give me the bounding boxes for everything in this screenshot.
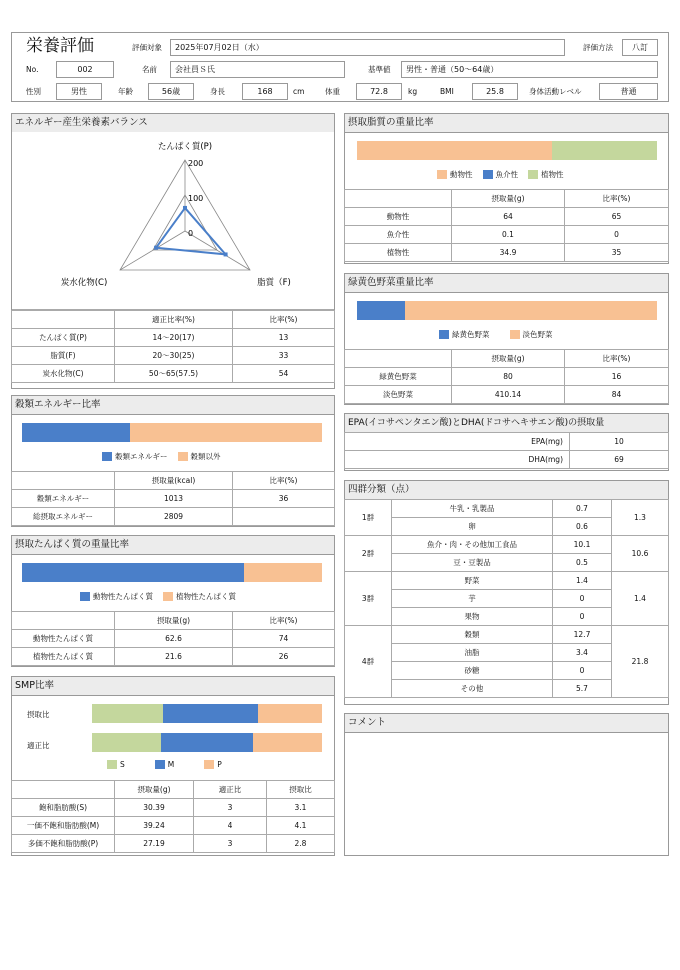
height-unit: cm [293,87,305,96]
protein-h2: 比率(%) [233,612,335,630]
smp-intake-bar [92,704,322,723]
activity-field[interactable]: 普通 [599,83,658,100]
legend-swatch-blue [155,760,165,769]
lipid-legend-2: 植物性 [541,170,564,179]
pfc-h2: 比率(%) [233,311,335,329]
radar-point-p [183,206,187,210]
smp-r0c3: 3.1 [267,799,335,817]
standard-label: 基準値 [368,65,391,74]
height-field[interactable]: 168 [242,83,288,100]
radar-point-f [224,252,228,256]
grain-r0c0: 穀類エネルギー [12,490,115,508]
table-row [12,329,335,347]
smp-r1c1: 39.24 [115,817,194,835]
group4-item2: 砂糖 [392,662,553,680]
protein-r0c1: 62.6 [115,630,233,648]
smp-r0c0: 飽和脂肪酸(S) [12,799,115,817]
group2-val1: 0.5 [553,554,612,572]
groups-table [344,499,669,698]
pfc-r2c0: 炭水化物(C) [12,365,115,383]
table-row [12,347,335,365]
target-label: 評価対象 [132,43,162,52]
table-row [345,451,669,469]
group4-item3: その他 [392,680,553,698]
legend-swatch-orange [437,170,447,179]
smp-panel [11,676,335,856]
veg-table [344,349,669,404]
lipid-panel [344,113,669,264]
smp-r1c0: 一価不飽和脂肪酸(M) [12,817,115,835]
veg-bar-segment-light [405,301,657,320]
lipid-legend-0: 動物性 [450,170,473,179]
pfc-r1c0: 脂質(F) [12,347,115,365]
table-row [345,386,669,404]
table-row [12,311,335,329]
protein-r0c0: 動物性たんぱく質 [12,630,115,648]
legend-swatch-orange [163,592,173,601]
bmi-field[interactable]: 25.8 [472,83,518,100]
protein-table [11,611,335,666]
smp-ideal-segment-s [92,733,161,752]
veg-h2: 比率(%) [565,350,669,368]
group3-item1: 芋 [392,590,553,608]
legend-swatch-green [528,170,538,179]
veg-title: 緑黄色野菜重量比率 [345,274,668,293]
lipid-title: 摂取脂質の重量比率 [345,114,668,133]
smp-ideal-segment-m [161,733,253,752]
lipid-h0 [345,190,452,208]
height-label: 身長 [210,87,225,96]
protein-r0c2: 74 [233,630,335,648]
table-row [12,817,335,835]
epa-r0c0: EPA(mg) [345,433,570,451]
pfc-radar-chart [12,132,334,310]
table-row [12,630,335,648]
protein-r1c0: 植物性たんぱく質 [12,648,115,666]
veg-r1c0: 淡色野菜 [345,386,452,404]
smp-r1c3: 4.1 [267,817,335,835]
table-row [345,190,669,208]
lipid-r0c0: 動物性 [345,208,452,226]
smp-r2c0: 多価不飽和脂肪酸(P) [12,835,115,853]
pfc-r1c1: 20～30(25) [115,347,233,365]
weight-field[interactable]: 72.8 [356,83,402,100]
table-row [345,433,669,451]
radar-label-f: 脂質（F) [257,278,291,288]
lipid-table [344,189,669,262]
smp-r0c2: 3 [194,799,267,817]
name-field[interactable]: 会社員Ｓ氏 [170,61,345,78]
smp-r2c2: 3 [194,835,267,853]
age-label: 年齢 [118,87,133,96]
protein-title: 摂取たんぱく質の重量比率 [12,536,334,555]
grain-legend-0: 穀類エネルギー [115,452,168,461]
table-row [345,226,669,244]
grain-h0 [12,472,115,490]
legend-swatch-green [107,760,117,769]
grain-bar [22,423,322,442]
veg-bar [357,301,657,320]
legend-swatch-blue [80,592,90,601]
smp-intake-segment-s [92,704,163,723]
smp-r1c2: 4 [194,817,267,835]
group1-total: 1.3 [612,500,669,536]
smp-title: SMP比率 [12,677,334,696]
group3-total: 1.4 [612,572,669,626]
grain-r0c1: 1013 [115,490,233,508]
group4-item1: 油脂 [392,644,553,662]
protein-h0 [12,612,115,630]
pfc-title: エネルギー産生栄養素バランス [12,114,334,133]
smp-r0c1: 30.39 [115,799,194,817]
grain-bar-segment-grain [22,423,130,442]
protein-r1c1: 21.6 [115,648,233,666]
group2-item1: 豆・豆製品 [392,554,553,572]
weight-unit: kg [408,87,418,96]
group4-val0: 12.7 [553,626,612,644]
smp-h1: 摂取量(g) [115,781,194,799]
table-row [12,781,335,799]
sex-field[interactable]: 男性 [56,83,102,100]
table-row [12,508,335,526]
radar-tick-200: 200 [188,159,204,168]
legend-swatch-orange [178,452,188,461]
radar-tick-0: 0 [188,229,194,238]
smp-legend-0: S [120,760,125,769]
group1-val0: 0.7 [553,500,612,518]
method-label: 評価方法 [583,43,613,52]
table-row [345,572,669,590]
smp-intake-segment-m [163,704,257,723]
age-field[interactable]: 56歳 [148,83,194,100]
smp-intake-segment-p [258,704,322,723]
pfc-h1: 適正比率(%) [115,311,233,329]
grain-legend [92,451,221,462]
smp-r2c1: 27.19 [115,835,194,853]
lipid-legend-1: 魚介性 [495,170,518,179]
pfc-r2c1: 50～65(57.5) [115,365,233,383]
table-row [345,368,669,386]
table-row [12,835,335,853]
protein-h1: 摂取量(g) [115,612,233,630]
group2-item0: 魚介・肉・その他加工食品 [392,536,553,554]
pfc-h0 [12,311,115,329]
radar-label-c: 炭水化物(C) [60,278,108,288]
smp-h3: 摂取比 [267,781,335,799]
veg-r0c1: 80 [452,368,565,386]
veg-r1c1: 410.14 [452,386,565,404]
table-row [345,208,669,226]
table-row [12,648,335,666]
veg-legend-0: 緑黄色野菜 [452,330,490,339]
group3-val2: 0 [553,608,612,626]
epa-r1c0: DHA(mg) [345,451,570,469]
group3-name: 3群 [345,572,392,626]
smp-h0 [12,781,115,799]
radar-point-c [154,246,158,250]
pfc-r0c0: たんぱく質(P) [12,329,115,347]
protein-panel [11,535,335,667]
table-row [345,350,669,368]
weight-label: 体重 [325,87,340,96]
pfc-r0c2: 13 [233,329,335,347]
grain-r1c0: 総摂取エネルギー [12,508,115,526]
veg-r0c0: 緑黄色野菜 [345,368,452,386]
protein-bar-segment-animal [22,563,244,582]
protein-bar-segment-plant [244,563,322,582]
lipid-r0c2: 65 [565,208,669,226]
group4-val1: 3.4 [553,644,612,662]
grain-r1c1: 2809 [115,508,233,526]
pfc-r1c2: 33 [233,347,335,365]
activity-label: 身体活動レベル [529,87,582,96]
group3-val0: 1.4 [553,572,612,590]
page-title: 栄養評価 [26,36,94,56]
group4-item0: 穀類 [392,626,553,644]
table-row [12,365,335,383]
table-row [345,536,669,554]
grain-r1c2 [233,508,335,526]
smp-h2: 適正比 [194,781,267,799]
veg-legend-1: 淡色野菜 [522,330,553,339]
group1-item0: 牛乳・乳製品 [392,500,553,518]
sex-label: 性別 [26,87,41,96]
group3-val1: 0 [553,590,612,608]
comment-title: コメント [345,714,668,733]
lipid-r2c0: 植物性 [345,244,452,262]
table-row [12,472,335,490]
smp-table [11,780,335,853]
group3-item2: 果物 [392,608,553,626]
group4-val2: 0 [553,662,612,680]
lipid-bar [357,141,657,160]
protein-legend [70,591,236,602]
lipid-h1: 摂取量(g) [452,190,565,208]
group1-val1: 0.6 [553,518,612,536]
lipid-r1c0: 魚介性 [345,226,452,244]
veg-legend [429,329,553,340]
comment-panel [344,713,669,856]
lipid-bar-segment-animal [357,141,552,160]
grain-h2: 比率(%) [233,472,335,490]
radar-tick-100: 100 [188,194,204,203]
comment-textarea[interactable] [345,733,668,855]
legend-swatch-blue [483,170,493,179]
epa-r1c1: 69 [570,451,669,469]
grain-title: 穀類エネルギー比率 [12,396,334,415]
table-row [345,244,669,262]
group2-name: 2群 [345,536,392,572]
lipid-legend [427,169,564,180]
legend-swatch-orange [204,760,214,769]
table-row [345,626,669,644]
pfc-r2c2: 54 [233,365,335,383]
veg-panel [344,273,669,405]
lipid-r2c1: 34.9 [452,244,565,262]
protein-legend-1: 植物性たんぱく質 [176,592,236,601]
smp-intake-label: 摂取比 [27,710,50,719]
protein-r1c2: 26 [233,648,335,666]
protein-bar [22,563,322,582]
no-field[interactable]: 002 [56,61,114,78]
group1-item1: 卵 [392,518,553,536]
veg-r1c2: 84 [565,386,669,404]
pfc-table [11,310,335,383]
grain-panel [11,395,335,527]
group2-val0: 10.1 [553,536,612,554]
grain-r0c2: 36 [233,490,335,508]
radar-label-p: たんぱく質(P) [157,142,213,152]
table-row [12,612,335,630]
bmi-label: BMI [440,87,454,96]
epa-r0c1: 10 [570,433,669,451]
lipid-r1c1: 0.1 [452,226,565,244]
target-field[interactable]: 2025年07月02日（水） [170,39,565,56]
method-field[interactable]: 八訂 [622,39,658,56]
group4-total: 21.8 [612,626,669,698]
smp-legend [97,760,222,769]
smp-legend-1: M [167,760,175,769]
epa-table [344,432,669,469]
grain-h1: 摂取量(kcal) [115,472,233,490]
grain-table [11,471,335,526]
lipid-r0c1: 64 [452,208,565,226]
smp-ideal-segment-p [253,733,322,752]
lipid-r1c2: 0 [565,226,669,244]
groups-title: 四群分類（点） [345,481,668,500]
pfc-panel [11,113,335,389]
group2-total: 10.6 [612,536,669,572]
smp-ideal-bar [92,733,322,752]
legend-swatch-blue [439,330,449,339]
legend-swatch-orange [510,330,520,339]
table-row [12,490,335,508]
standard-field[interactable]: 男性・普通（50～64歳） [401,61,658,78]
group3-item0: 野菜 [392,572,553,590]
veg-bar-segment-green [357,301,405,320]
no-label: No. [26,65,39,74]
pfc-r0c1: 14～20(17) [115,329,233,347]
epa-panel [344,413,669,471]
name-label: 名前 [142,65,157,74]
smp-ideal-label: 適正比 [27,741,50,750]
veg-h1: 摂取量(g) [452,350,565,368]
table-row [345,500,669,518]
epa-title: EPA(イコサペンタエン酸)とDHA(ドコサヘキサエン酸)の摂取量 [345,414,668,433]
group1-name: 1群 [345,500,392,536]
protein-legend-0: 動物性たんぱく質 [93,592,153,601]
group4-val3: 5.7 [553,680,612,698]
group4-name: 4群 [345,626,392,698]
legend-swatch-blue [102,452,112,461]
groups-panel [344,480,669,705]
table-row [12,799,335,817]
smp-r2c3: 2.8 [267,835,335,853]
grain-legend-1: 穀類以外 [190,452,221,461]
grain-bar-segment-other [130,423,322,442]
lipid-r2c2: 35 [565,244,669,262]
veg-r0c2: 16 [565,368,669,386]
veg-h0 [345,350,452,368]
lipid-h2: 比率(%) [565,190,669,208]
lipid-bar-segment-plant [552,141,657,160]
smp-legend-2: P [217,760,222,769]
